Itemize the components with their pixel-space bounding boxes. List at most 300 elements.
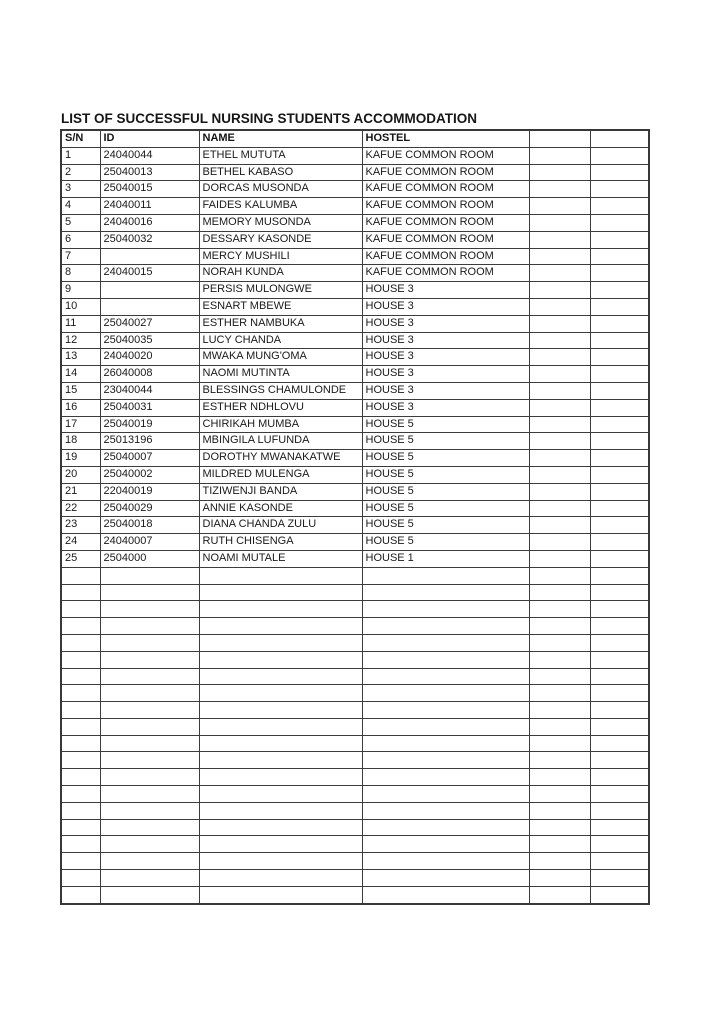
cell-empty (529, 567, 590, 584)
table-row (61, 550, 649, 567)
cell-empty (362, 786, 529, 803)
cell-empty (590, 886, 649, 903)
table-empty-row (61, 752, 649, 769)
cell-name: NORAH KUNDA (199, 265, 362, 282)
cell-extra1 (529, 416, 590, 433)
cell-empty (100, 819, 199, 836)
cell-sn: 13 (61, 349, 100, 366)
cell-extra1 (529, 332, 590, 349)
column-header-sn: S/N (61, 130, 100, 147)
cell-empty (61, 853, 100, 870)
cell-id: 26040008 (100, 366, 199, 383)
table-row (61, 450, 649, 467)
table-empty-row (61, 802, 649, 819)
cell-empty (61, 567, 100, 584)
cell-empty (199, 870, 362, 887)
cell-empty (61, 634, 100, 651)
cell-extra2 (590, 181, 649, 198)
cell-id: 24040016 (100, 214, 199, 231)
cell-empty (529, 836, 590, 853)
cell-id (100, 298, 199, 315)
cell-empty (100, 752, 199, 769)
table-row (61, 534, 649, 551)
cell-empty (362, 584, 529, 601)
cell-empty (61, 651, 100, 668)
cell-sn: 3 (61, 181, 100, 198)
cell-empty (199, 802, 362, 819)
table-empty-row (61, 668, 649, 685)
table-empty-row (61, 735, 649, 752)
cell-sn: 22 (61, 500, 100, 517)
page-title: LIST OF SUCCESSFUL NURSING STUDENTS ACCOMMODATION (61, 111, 478, 126)
cell-extra2 (590, 517, 649, 534)
cell-name: DIANA CHANDA ZULU (199, 517, 362, 534)
cell-empty (590, 786, 649, 803)
table-empty-row (61, 601, 649, 618)
cell-empty (362, 769, 529, 786)
cell-extra1 (529, 298, 590, 315)
table-empty-row (61, 886, 649, 903)
cell-empty (362, 853, 529, 870)
cell-hostel: HOUSE 3 (362, 399, 529, 416)
cell-extra1 (529, 366, 590, 383)
cell-id: 25040027 (100, 315, 199, 332)
cell-extra1 (529, 466, 590, 483)
cell-empty (529, 702, 590, 719)
cell-hostel: KAFUE COMMON ROOM (362, 248, 529, 265)
cell-empty (199, 836, 362, 853)
cell-sn: 15 (61, 382, 100, 399)
cell-empty (590, 618, 649, 635)
cell-empty (362, 651, 529, 668)
cell-hostel: HOUSE 5 (362, 534, 529, 551)
cell-name: MERCY MUSHILI (199, 248, 362, 265)
cell-empty (61, 601, 100, 618)
cell-id: 25040032 (100, 231, 199, 248)
table-row (61, 349, 649, 366)
cell-sn: 25 (61, 550, 100, 567)
cell-sn: 19 (61, 450, 100, 467)
cell-extra1 (529, 315, 590, 332)
cell-empty (529, 769, 590, 786)
cell-sn: 6 (61, 231, 100, 248)
cell-empty (362, 836, 529, 853)
cell-hostel: KAFUE COMMON ROOM (362, 198, 529, 215)
table-row (61, 147, 649, 164)
table-row (61, 483, 649, 500)
cell-empty (61, 802, 100, 819)
cell-empty (61, 718, 100, 735)
cell-sn: 23 (61, 517, 100, 534)
cell-empty (529, 685, 590, 702)
cell-hostel: HOUSE 5 (362, 433, 529, 450)
cell-sn: 11 (61, 315, 100, 332)
table-row (61, 214, 649, 231)
cell-empty (529, 853, 590, 870)
cell-empty (590, 634, 649, 651)
cell-empty (590, 769, 649, 786)
cell-empty (61, 735, 100, 752)
cell-id: 24040007 (100, 534, 199, 551)
cell-empty (61, 685, 100, 702)
cell-extra1 (529, 198, 590, 215)
table-body (61, 147, 649, 903)
cell-id: 25040019 (100, 416, 199, 433)
cell-sn: 20 (61, 466, 100, 483)
cell-empty (61, 769, 100, 786)
table-empty-row (61, 786, 649, 803)
cell-empty (590, 735, 649, 752)
cell-name: BLESSINGS CHAMULONDE (199, 382, 362, 399)
cell-extra1 (529, 181, 590, 198)
cell-empty (362, 870, 529, 887)
cell-empty (199, 584, 362, 601)
cell-empty (61, 870, 100, 887)
cell-empty (362, 685, 529, 702)
cell-id: 25040007 (100, 450, 199, 467)
cell-extra2 (590, 349, 649, 366)
cell-name: MWAKA MUNG'OMA (199, 349, 362, 366)
table-row (61, 164, 649, 181)
cell-hostel: KAFUE COMMON ROOM (362, 214, 529, 231)
table-row (61, 332, 649, 349)
cell-hostel: HOUSE 1 (362, 550, 529, 567)
cell-extra2 (590, 248, 649, 265)
table-empty-row (61, 584, 649, 601)
cell-empty (199, 685, 362, 702)
cell-extra1 (529, 483, 590, 500)
cell-empty (590, 718, 649, 735)
cell-name: ETHEL MUTUTA (199, 147, 362, 164)
cell-empty (100, 802, 199, 819)
cell-name: DESSARY KASONDE (199, 231, 362, 248)
table-row (61, 500, 649, 517)
cell-name: LUCY CHANDA (199, 332, 362, 349)
cell-id: 24040011 (100, 198, 199, 215)
cell-empty (100, 886, 199, 903)
cell-id (100, 282, 199, 299)
cell-empty (590, 567, 649, 584)
cell-name: CHIRIKAH MUMBA (199, 416, 362, 433)
cell-empty (199, 786, 362, 803)
cell-empty (61, 584, 100, 601)
cell-empty (529, 786, 590, 803)
cell-hostel: KAFUE COMMON ROOM (362, 231, 529, 248)
cell-sn: 18 (61, 433, 100, 450)
table-empty-row (61, 769, 649, 786)
column-header-hostel: HOSTEL (362, 130, 529, 147)
cell-sn: 8 (61, 265, 100, 282)
cell-hostel: HOUSE 3 (362, 382, 529, 399)
cell-hostel: HOUSE 5 (362, 483, 529, 500)
cell-empty (590, 802, 649, 819)
cell-sn: 17 (61, 416, 100, 433)
accommodation-table (60, 129, 650, 905)
cell-extra1 (529, 349, 590, 366)
cell-sn: 1 (61, 147, 100, 164)
cell-name: RUTH CHISENGA (199, 534, 362, 551)
cell-empty (362, 618, 529, 635)
cell-sn: 10 (61, 298, 100, 315)
cell-empty (362, 886, 529, 903)
cell-extra1 (529, 282, 590, 299)
cell-empty (100, 584, 199, 601)
cell-empty (199, 752, 362, 769)
cell-extra2 (590, 550, 649, 567)
cell-empty (199, 668, 362, 685)
cell-extra2 (590, 433, 649, 450)
cell-hostel: HOUSE 5 (362, 416, 529, 433)
cell-empty (100, 668, 199, 685)
cell-empty (529, 634, 590, 651)
cell-extra2 (590, 483, 649, 500)
cell-sn: 2 (61, 164, 100, 181)
cell-sn: 9 (61, 282, 100, 299)
cell-id: 25040035 (100, 332, 199, 349)
cell-id: 25040018 (100, 517, 199, 534)
cell-empty (590, 836, 649, 853)
cell-empty (362, 802, 529, 819)
table-row (61, 399, 649, 416)
table-empty-row (61, 567, 649, 584)
cell-hostel: KAFUE COMMON ROOM (362, 181, 529, 198)
cell-sn: 4 (61, 198, 100, 215)
cell-empty (590, 685, 649, 702)
cell-name: DORCAS MUSONDA (199, 181, 362, 198)
cell-extra2 (590, 147, 649, 164)
cell-extra2 (590, 315, 649, 332)
cell-name: ESNART MBEWE (199, 298, 362, 315)
table-empty-row (61, 870, 649, 887)
table-empty-row (61, 718, 649, 735)
table-row (61, 265, 649, 282)
table-row (61, 517, 649, 534)
table-row (61, 298, 649, 315)
cell-hostel: HOUSE 3 (362, 332, 529, 349)
cell-extra1 (529, 248, 590, 265)
cell-empty (362, 819, 529, 836)
cell-empty (199, 853, 362, 870)
cell-empty (362, 702, 529, 719)
cell-empty (61, 668, 100, 685)
cell-extra2 (590, 231, 649, 248)
cell-hostel: KAFUE COMMON ROOM (362, 147, 529, 164)
cell-empty (529, 618, 590, 635)
cell-empty (362, 752, 529, 769)
table-empty-row (61, 819, 649, 836)
cell-empty (362, 668, 529, 685)
cell-name: PERSIS MULONGWE (199, 282, 362, 299)
cell-empty (199, 601, 362, 618)
cell-empty (362, 718, 529, 735)
cell-sn: 16 (61, 399, 100, 416)
cell-empty (590, 752, 649, 769)
cell-hostel: HOUSE 3 (362, 366, 529, 383)
cell-empty (61, 836, 100, 853)
cell-extra2 (590, 164, 649, 181)
table-empty-row (61, 634, 649, 651)
cell-extra2 (590, 198, 649, 215)
cell-hostel: HOUSE 3 (362, 315, 529, 332)
cell-empty (199, 886, 362, 903)
cell-name: MBINGILA LUFUNDA (199, 433, 362, 450)
cell-hostel: HOUSE 5 (362, 517, 529, 534)
cell-id: 25040002 (100, 466, 199, 483)
cell-empty (590, 853, 649, 870)
column-header-name: NAME (199, 130, 362, 147)
cell-empty (100, 836, 199, 853)
cell-empty (100, 718, 199, 735)
cell-extra1 (529, 534, 590, 551)
cell-extra2 (590, 366, 649, 383)
cell-sn: 5 (61, 214, 100, 231)
cell-hostel: HOUSE 3 (362, 298, 529, 315)
cell-empty (61, 886, 100, 903)
cell-extra2 (590, 214, 649, 231)
cell-empty (199, 769, 362, 786)
cell-extra1 (529, 550, 590, 567)
cell-name: ESTHER NDHLOVU (199, 399, 362, 416)
table-row (61, 466, 649, 483)
cell-empty (100, 634, 199, 651)
cell-extra2 (590, 416, 649, 433)
cell-id: 24040020 (100, 349, 199, 366)
cell-name: TIZIWENJI BANDA (199, 483, 362, 500)
cell-extra1 (529, 147, 590, 164)
cell-extra1 (529, 500, 590, 517)
cell-empty (529, 668, 590, 685)
cell-empty (199, 634, 362, 651)
cell-empty (529, 802, 590, 819)
cell-id: 25040029 (100, 500, 199, 517)
cell-empty (100, 870, 199, 887)
table-row (61, 282, 649, 299)
cell-empty (529, 819, 590, 836)
cell-name: NAOMI MUTINTA (199, 366, 362, 383)
cell-id (100, 248, 199, 265)
cell-name: DOROTHY MWANAKATWE (199, 450, 362, 467)
cell-empty (199, 819, 362, 836)
cell-empty (100, 685, 199, 702)
cell-extra2 (590, 298, 649, 315)
cell-hostel: HOUSE 3 (362, 282, 529, 299)
cell-extra2 (590, 450, 649, 467)
cell-id: 25013196 (100, 433, 199, 450)
cell-empty (199, 735, 362, 752)
cell-extra1 (529, 450, 590, 467)
cell-extra2 (590, 534, 649, 551)
cell-name: ESTHER NAMBUKA (199, 315, 362, 332)
cell-empty (529, 584, 590, 601)
cell-extra1 (529, 517, 590, 534)
cell-empty (100, 769, 199, 786)
cell-id: 25040013 (100, 164, 199, 181)
cell-empty (100, 853, 199, 870)
cell-id: 25040031 (100, 399, 199, 416)
cell-extra2 (590, 282, 649, 299)
cell-empty (529, 651, 590, 668)
cell-sn: 14 (61, 366, 100, 383)
cell-sn: 7 (61, 248, 100, 265)
cell-empty (100, 618, 199, 635)
cell-id: 2504000 (100, 550, 199, 567)
cell-empty (590, 702, 649, 719)
cell-extra2 (590, 332, 649, 349)
cell-empty (590, 668, 649, 685)
cell-name: BETHEL KABASO (199, 164, 362, 181)
cell-empty (590, 870, 649, 887)
cell-empty (199, 567, 362, 584)
table-row (61, 433, 649, 450)
cell-id: 23040044 (100, 382, 199, 399)
cell-empty (100, 735, 199, 752)
table-empty-row (61, 853, 649, 870)
cell-id: 24040044 (100, 147, 199, 164)
cell-id: 24040015 (100, 265, 199, 282)
cell-empty (529, 752, 590, 769)
cell-empty (61, 752, 100, 769)
cell-sn: 21 (61, 483, 100, 500)
cell-hostel: HOUSE 5 (362, 450, 529, 467)
cell-empty (529, 870, 590, 887)
cell-empty (199, 618, 362, 635)
cell-id: 22040019 (100, 483, 199, 500)
cell-empty (100, 651, 199, 668)
cell-hostel: HOUSE 5 (362, 500, 529, 517)
cell-extra1 (529, 265, 590, 282)
table-row (61, 231, 649, 248)
cell-extra2 (590, 382, 649, 399)
cell-sn: 12 (61, 332, 100, 349)
table-empty-row (61, 618, 649, 635)
cell-empty (199, 702, 362, 719)
cell-empty (362, 601, 529, 618)
cell-empty (100, 786, 199, 803)
cell-empty (590, 651, 649, 668)
cell-empty (362, 634, 529, 651)
cell-extra2 (590, 466, 649, 483)
table-header-row (61, 130, 649, 147)
cell-empty (529, 886, 590, 903)
cell-extra1 (529, 382, 590, 399)
cell-empty (61, 618, 100, 635)
cell-extra2 (590, 265, 649, 282)
table-row (61, 248, 649, 265)
table-row (61, 416, 649, 433)
table-row (61, 382, 649, 399)
cell-empty (529, 735, 590, 752)
table-empty-row (61, 651, 649, 668)
table-row (61, 366, 649, 383)
cell-hostel: HOUSE 5 (362, 466, 529, 483)
table-row (61, 198, 649, 215)
cell-extra1 (529, 399, 590, 416)
cell-empty (529, 601, 590, 618)
cell-name: FAIDES KALUMBA (199, 198, 362, 215)
cell-hostel: KAFUE COMMON ROOM (362, 164, 529, 181)
table-empty-row (61, 702, 649, 719)
cell-empty (100, 567, 199, 584)
column-header-id: ID (100, 130, 199, 147)
cell-hostel: HOUSE 3 (362, 349, 529, 366)
cell-empty (61, 786, 100, 803)
cell-name: NOAMI MUTALE (199, 550, 362, 567)
cell-empty (199, 651, 362, 668)
cell-empty (61, 819, 100, 836)
cell-extra1 (529, 214, 590, 231)
column-header-extra1 (529, 130, 590, 147)
cell-empty (529, 718, 590, 735)
